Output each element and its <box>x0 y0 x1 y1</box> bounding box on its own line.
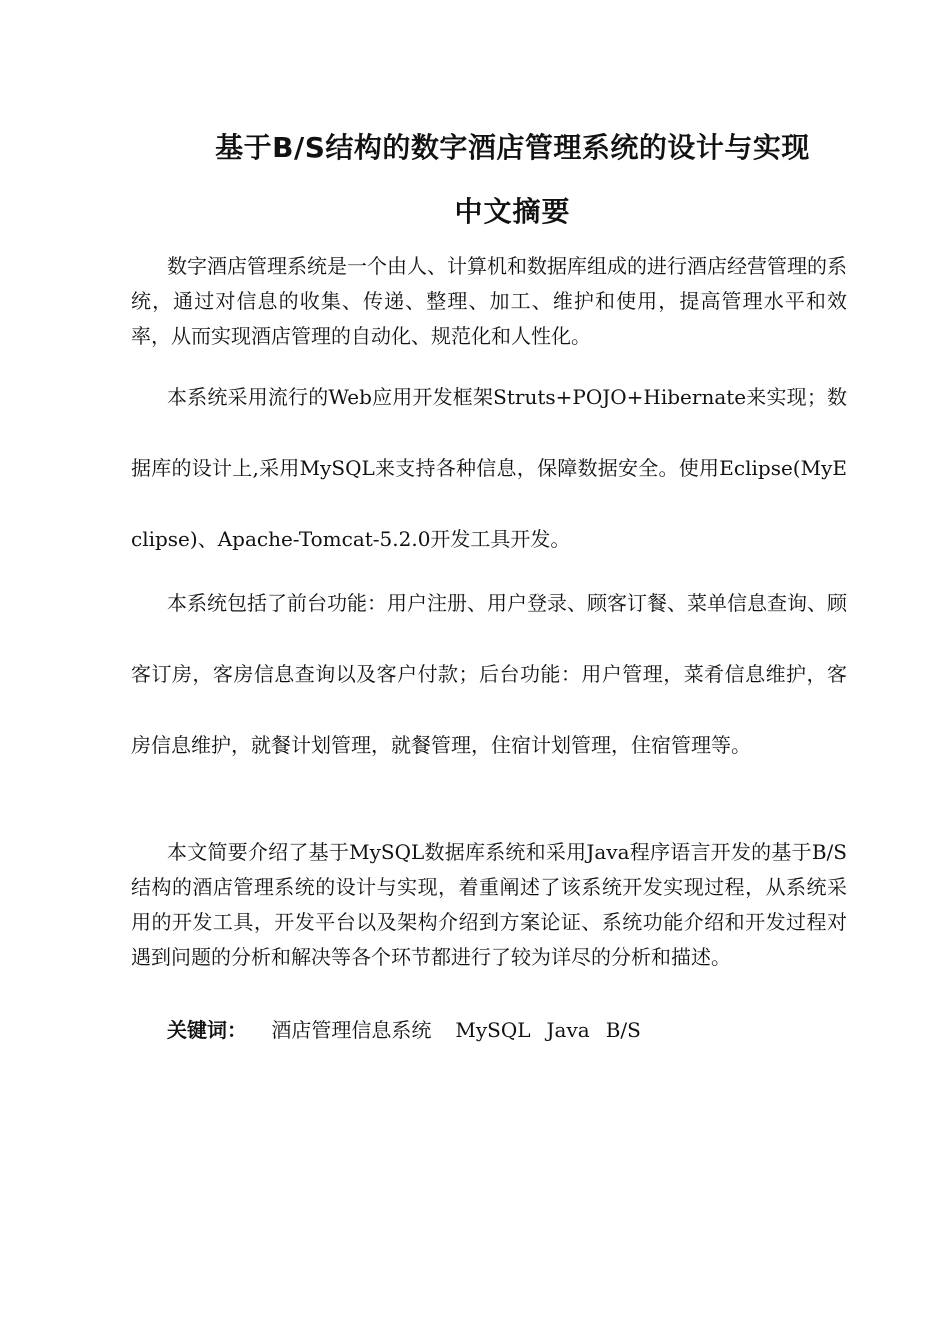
keyword-item: MySQL <box>455 1018 531 1042</box>
document-title: 基于B/S结构的数字酒店管理系统的设计与实现 <box>215 131 810 164</box>
keyword-item: 酒店管理信息系统 <box>271 1018 432 1042</box>
abstract-heading: 中文摘要 <box>454 195 571 228</box>
keywords-list <box>271 1013 640 1048</box>
abstract-paragraph-2: 本系统采用流行的Web应用开发框架Struts+POJO+Hibernate来实现；数据库的设计上,采用MySQL来支持各种信息，保障数据安全。使用Eclipse(MyEclipse)、Apache-Tomcat-5.2.0开发工具开发。 <box>131 385 847 551</box>
keyword-item: Java <box>546 1018 590 1042</box>
keywords-line <box>167 1013 641 1048</box>
keywords-label: 关键词： <box>167 1018 247 1042</box>
abstract-paragraph-1: 数字酒店管理系统是一个由人、计算机和数据库组成的进行酒店经营管理的系统，通过对信息的收集、传递、整理、加工、维护和使用，提高管理水平和效率，从而实现酒店管理的自动化、规范化和人性化。 <box>131 254 847 348</box>
abstract-paragraph-4: 本文简要介绍了基于MySQL数据库系统和采用Java程序语言开发的基于B/S结构的酒店管理系统的设计与实现，着重阐述了该系统开发实现过程，从系统采用的开发工具，开发平台以及架构介绍到方案论证、系统功能介绍和开发过程对遇到问题的分析和解决等各个环节都进行了较为详尽的分析和描述。 <box>131 840 847 969</box>
keyword-item: B/S <box>605 1018 641 1042</box>
abstract-paragraph-3: 本系统包括了前台功能：用户注册、用户登录、顾客订餐、菜单信息查询、顾客订房，客房信息查询以及客户付款；后台功能：用户管理，菜肴信息维护，客房信息维护，就餐计划管理，就餐管理，住宿计划管理，住宿管理等。 <box>131 591 847 757</box>
